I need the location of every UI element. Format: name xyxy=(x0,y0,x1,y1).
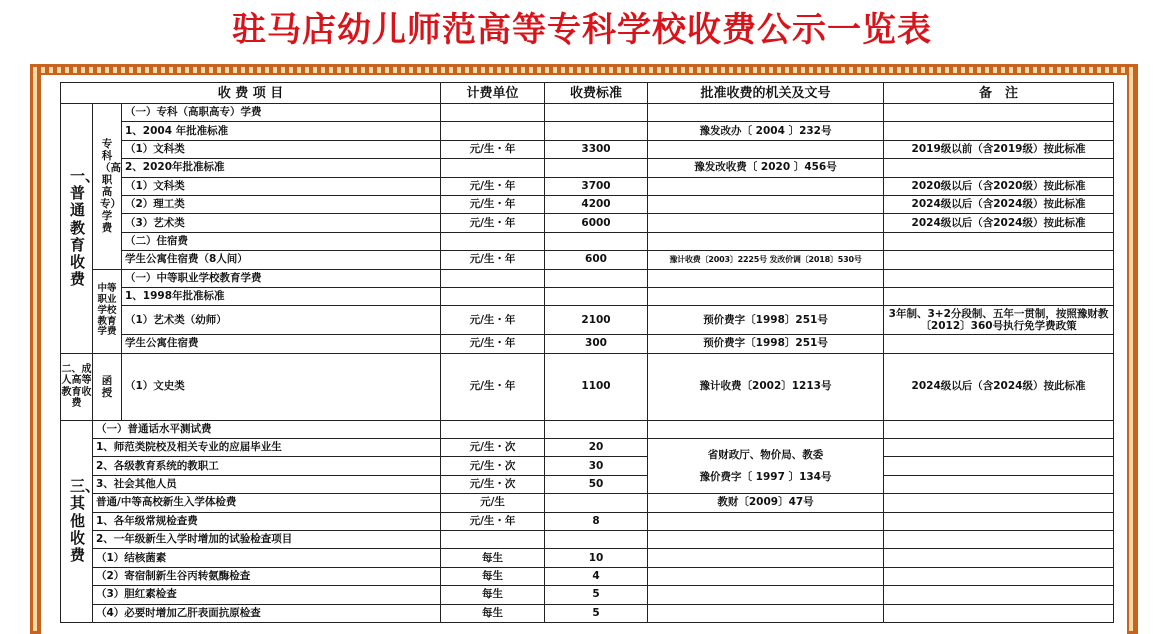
header-item: 收 费 项 目 xyxy=(61,83,441,104)
table-row: （4）必要时增加乙肝表面抗原检查 每生 5 xyxy=(61,604,1114,622)
table-row: 2、2020年批准标准 豫发改收费〔 2020 〕456号 xyxy=(61,159,1114,177)
table-row: （1）文科类 元/生・年 3300 2019级以前（含2019级）按此标准 xyxy=(61,140,1114,158)
category-general-education: 一、普通教育收费 xyxy=(61,104,93,354)
table-row: 1、1998年批准标准 xyxy=(61,287,1114,305)
table-row: 三、其他收费 （一）普通话水平测试费 xyxy=(61,420,1114,438)
table-row: 一、普通教育收费 专科（高职高专）学费 （一）专科（高职高专）学费 xyxy=(61,104,1114,122)
category-adult-education: 二、成人高等教育收费 xyxy=(61,353,93,420)
table-row: 二、成人高等教育收费 函授 （1）文史类 元/生・年 1100 豫计收费〔2002〕1213号 2024级以后（含2024级）按此标准 xyxy=(61,353,1114,420)
table-row: 学生公寓住宿费（8人间） 元/生・年 600 豫计收费〔2003〕2225号 发改价调〔2018〕530号 xyxy=(61,251,1114,269)
category-other-fees: 三、其他收费 xyxy=(61,420,93,622)
table-row: 学生公寓住宿费 元/生・年 300 预价费字〔1998〕251号 xyxy=(61,335,1114,353)
table-row: （1）艺术类（幼师） 元/生・年 2100 预价费字〔1998〕251号 3年制、3+2分段制、五年一贯制，按照豫财教〔2012〕360号执行免学费政策 xyxy=(61,306,1114,335)
header-unit: 计费单位 xyxy=(441,83,545,104)
table-row: 1、师范类院校及相关专业的应届毕业生 元/生・次 20 省财政厅、物价局、教委 豫价费字〔 1997 〕134号 xyxy=(61,439,1114,457)
subcategory-college-tuition: 专科（高职高专）学费 xyxy=(93,104,122,270)
table-row: 中等职业学校教育学费 （一）中等职业学校教育学费 xyxy=(61,269,1114,287)
header-standard: 收费标准 xyxy=(545,83,648,104)
fee-table xyxy=(60,82,1114,623)
table-row: （二）住宿费 xyxy=(61,232,1114,250)
table-row: （1）结核菌素 每生 10 xyxy=(61,549,1114,567)
table-row: 1、2004 年批准标准 豫发改办〔 2004 〕232号 xyxy=(61,122,1114,140)
subcategory-correspondence: 函授 xyxy=(93,353,122,420)
table-row: 普通/中等高校新生入学体检费 元/生 教财〔2009〕47号 xyxy=(61,494,1114,512)
table-row: 2、一年级新生入学时增加的试验检查项目 xyxy=(61,531,1114,549)
table-row: 3、社会其他人员 元/生・次 50 xyxy=(61,475,1114,493)
header-note: 备 注 xyxy=(884,83,1114,104)
table-row: （1）文科类 元/生・年 3700 2020级以后（含2020级）按此标准 xyxy=(61,177,1114,195)
table-row: 2、各级教育系统的教职工 元/生・次 30 xyxy=(61,457,1114,475)
putonghua-authority: 省财政厅、物价局、教委 豫价费字〔 1997 〕134号 xyxy=(648,439,884,494)
table-row: （2）寄宿制新生谷丙转氨酶检查 每生 4 xyxy=(61,567,1114,585)
header-row xyxy=(61,83,1114,104)
subcategory-secondary-tuition: 中等职业学校教育学费 xyxy=(93,269,122,353)
table-row: （3）艺术类 元/生・年 6000 2024级以后（含2024级）按此标准 xyxy=(61,214,1114,232)
table-row: 1、各年级常规检查费 元/生・年 8 xyxy=(61,512,1114,530)
header-authority: 批准收费的机关及文号 xyxy=(648,83,884,104)
page-title: 驻马店幼儿师范高等专科学校收费公示一览表 xyxy=(232,10,932,50)
table-row: （2）理工类 元/生・年 4200 2024级以后（含2024级）按此标准 xyxy=(61,195,1114,213)
table-row: （3）胆红素检查 每生 5 xyxy=(61,586,1114,604)
